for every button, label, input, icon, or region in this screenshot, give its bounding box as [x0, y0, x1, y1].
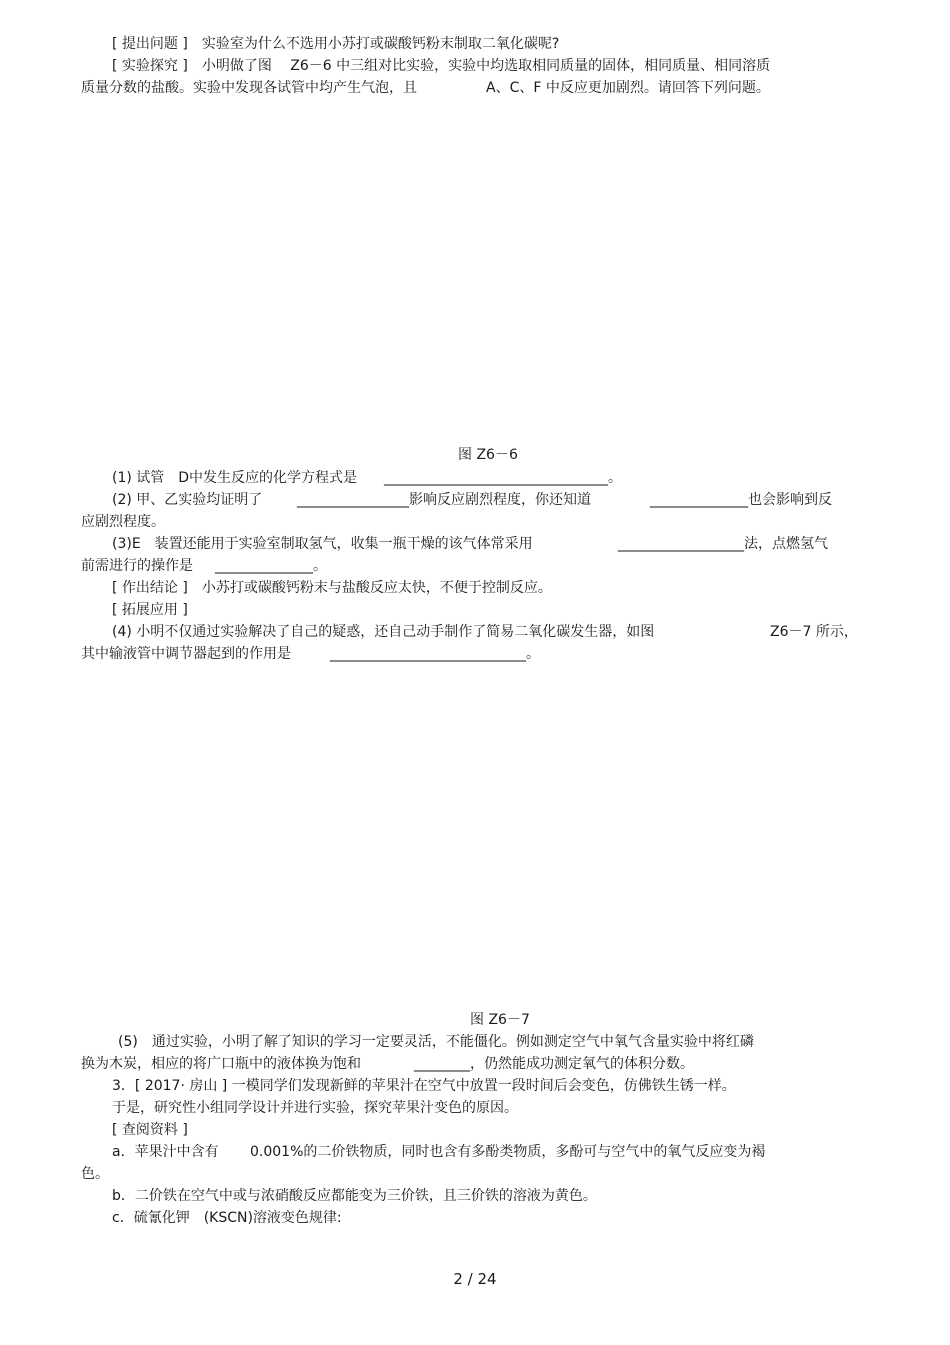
line-question: [ 提出问题 ] 实验室为什么不选用小苏打或碳酸钙粉末制取二氧化碳呢?: [112, 36, 560, 52]
question-4-blank: ____________________________。: [330, 646, 540, 662]
question-4-text: (4) 小明不仅通过实验解决了自己的疑惑，还自己动手制作了简易二氧化碳发生器，如图: [112, 624, 655, 640]
reference-a-cont: 色。: [81, 1166, 109, 1182]
line-experiment-cont-2: A、C、F 中反应更加剧烈。请回答下列问题。: [486, 80, 770, 96]
figure-z6-6-placeholder: [81, 105, 861, 435]
question-1-text: (1) 试管 D中发生反应的化学方程式是: [112, 470, 358, 486]
question-5-cont: 换为木炭，相应的将广口瓶中的液体换为饱和: [81, 1056, 361, 1072]
question-2-blank-1: ________________影响反应剧烈程度，你还知道: [297, 492, 591, 508]
question-4-cont: 其中输液管中调节器起到的作用是: [81, 646, 291, 662]
problem-3-cont: 于是，研究性小组同学设计并进行实验，探究苹果汁变色的原因。: [112, 1100, 518, 1116]
conclusion-line: [ 作出结论 ] 小苏打或碳酸钙粉末与盐酸反应太快，不便于控制反应。: [112, 580, 552, 596]
question-2-cont: 应剧烈程度。: [81, 514, 165, 530]
question-4-figref: Z6－7 所示，: [770, 624, 858, 640]
problem-3-text: 3．[ 2017· 房山 ] 一模同学们发现新鲜的苹果汁在空气中放置一段时间后会变色，仿佛铁生锈一样。: [112, 1078, 736, 1094]
question-2-blank-2: ______________也会影响到反: [650, 492, 832, 508]
reference-c: c．硫氰化钾 (KSCN)溶液变色规律:: [112, 1210, 342, 1226]
extension-heading: [ 拓展应用 ]: [112, 602, 188, 618]
page-number: 2 / 24: [453, 1270, 497, 1288]
question-3-blank-2: ______________。: [215, 558, 327, 574]
question-5-text: (5) 通过实验，小明了解了知识的学习一定要灵活，不能僵化。例如测定空气中氧气含量实验中将红磷: [118, 1034, 754, 1050]
question-2-text: (2) 甲、乙实验均证明了: [112, 492, 263, 508]
line-experiment: [ 实验探究 ] 小明做了图 Z6－6 中三组对比实验，实验中均选取相同质量的固体，相同质量、相同溶质: [112, 58, 771, 74]
question-3-text: (3)E 装置还能用于实验室制取氢气，收集一瓶干燥的该气体常采用: [112, 536, 533, 552]
figure-caption-z6-6: 图 Z6－6: [458, 447, 518, 463]
line-experiment-cont: 质量分数的盐酸。实验中发现各试管中均产生气泡，且: [81, 80, 417, 96]
reference-heading: [ 查阅资料 ]: [112, 1122, 188, 1138]
figure-caption-z6-7: 图 Z6－7: [470, 1012, 530, 1028]
reference-b: b．二价铁在空气中或与浓硝酸反应都能变为三价铁，且三价铁的溶液为黄色。: [112, 1188, 597, 1204]
reference-a-label: a．苹果汁中含有: [112, 1144, 219, 1160]
figure-z6-7-placeholder: [81, 672, 861, 1002]
question-5-blank: ________，仍然能成功测定氧气的体积分数。: [414, 1056, 694, 1072]
reference-a-text: 0.001%的二价铁物质，同时也含有多酚类物质，多酚可与空气中的氧气反应变为褐: [250, 1144, 766, 1160]
question-1-blank: ________________________________。: [384, 470, 622, 486]
question-3-cont: 前需进行的操作是: [81, 558, 193, 574]
question-3-blank-1: __________________法，点燃氢气: [618, 536, 828, 552]
